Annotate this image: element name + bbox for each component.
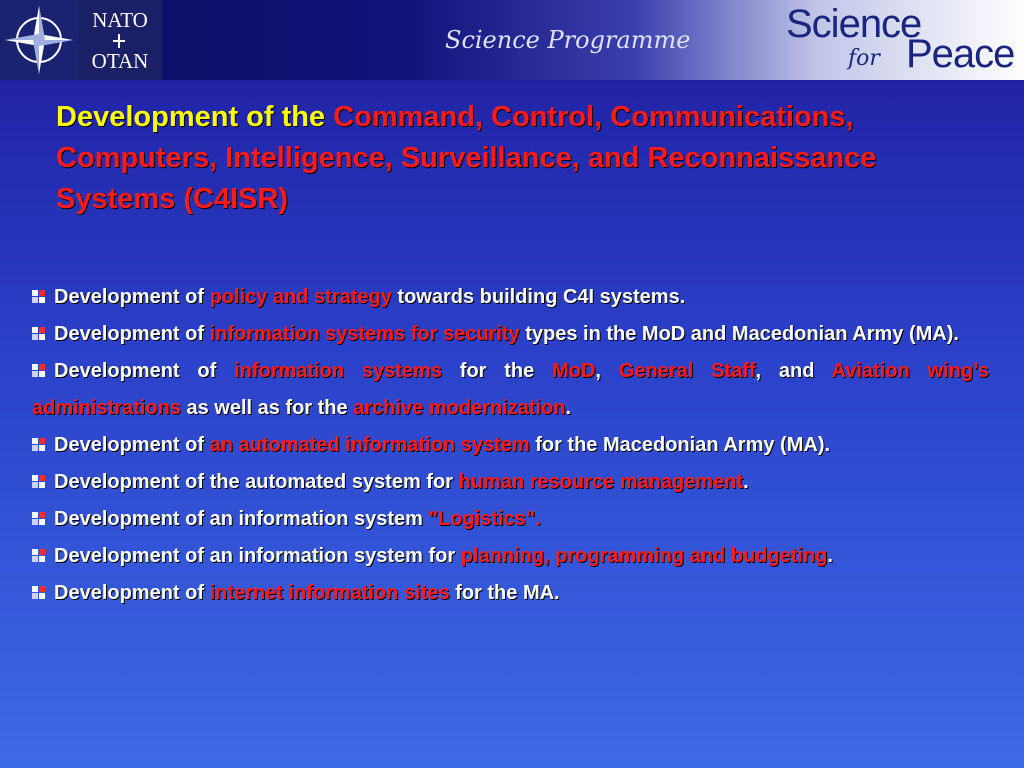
science-for-peace-logo-peace: Peace <box>906 32 1015 76</box>
highlighted-text: General Staff <box>618 360 756 382</box>
nato-otan-logo <box>78 0 162 80</box>
bullet-item <box>32 538 989 575</box>
bullet-text: for the MA. <box>449 582 560 604</box>
bullet-square-icon <box>32 475 46 489</box>
logo-separator-cross <box>113 40 125 42</box>
bullet-item <box>32 575 989 612</box>
highlighted-text: archive modernization <box>353 397 566 419</box>
science-for-peace-logo-for: for <box>848 46 880 71</box>
bullet-text: . <box>827 545 833 567</box>
highlighted-text: information systems for security <box>209 323 520 345</box>
bullet-text: Development of an information system for <box>54 545 461 567</box>
bullet-item <box>32 427 989 464</box>
highlighted-text: Aviation wing’s administrations <box>32 360 990 419</box>
bullet-square-icon <box>32 549 46 563</box>
slide-title <box>56 97 956 220</box>
highlighted-text: policy and strategy <box>209 286 392 308</box>
bullet-square-icon <box>32 327 46 341</box>
nato-compass-icon <box>0 0 78 80</box>
bullet-text: as well as for the <box>180 397 354 419</box>
bullet-text: Development of <box>54 360 235 382</box>
bullet-square-icon <box>32 586 46 600</box>
bullet-text: , and <box>755 360 832 382</box>
bullet-text: for the Macedonian Army (MA). <box>529 434 831 456</box>
science-programme-label: Science Programme <box>445 26 691 54</box>
highlighted-text: information systems <box>234 360 442 382</box>
bullet-square-icon <box>32 438 46 452</box>
bullet-item <box>32 501 989 538</box>
bullet-text: towards building C4I systems. <box>391 286 686 308</box>
bullet-text: Development of the automated system for <box>54 471 459 493</box>
bullet-text: . <box>565 397 572 419</box>
highlighted-text: an automated information system <box>209 434 530 456</box>
bullet-text: , <box>595 360 619 382</box>
bullet-list <box>32 279 989 612</box>
bullet-text: for the <box>441 360 553 382</box>
bullet-square-icon <box>32 364 46 378</box>
otan-text: OTAN <box>91 49 149 73</box>
bullet-item <box>32 316 989 353</box>
highlighted-text: internet information sites <box>209 582 450 604</box>
bullet-text: Development of <box>54 434 210 456</box>
bullet-text: Development of an information system <box>54 508 429 530</box>
bullet-text: Development of <box>54 323 210 345</box>
nato-text: NATO <box>92 8 148 32</box>
bullet-square-icon <box>32 512 46 526</box>
highlighted-text: human resource management <box>458 471 744 493</box>
highlighted-text: "Logistics". <box>428 508 541 530</box>
highlighted-text: planning, programming and budgeting <box>460 545 828 567</box>
bullet-text: Development of <box>54 582 210 604</box>
science-for-peace-logo-science: Science <box>786 2 922 46</box>
bullet-text: Development of <box>54 286 210 308</box>
bullet-text: types in the MoD and Macedonian Army (MA). <box>519 323 959 345</box>
bullet-item <box>32 464 989 501</box>
highlighted-text: MoD <box>552 360 596 382</box>
bullet-square-icon <box>32 290 46 304</box>
title-highlight: Command, Control, Communications, Computers, Intelligence, Surveillance, and Reconnaissance Systems (C4ISR) <box>56 101 877 215</box>
bullet-item <box>32 279 989 316</box>
bullet-text: . <box>743 471 749 493</box>
bullet-item <box>32 353 989 427</box>
header-banner <box>0 0 1024 80</box>
title-lead: Development of the <box>56 101 334 133</box>
